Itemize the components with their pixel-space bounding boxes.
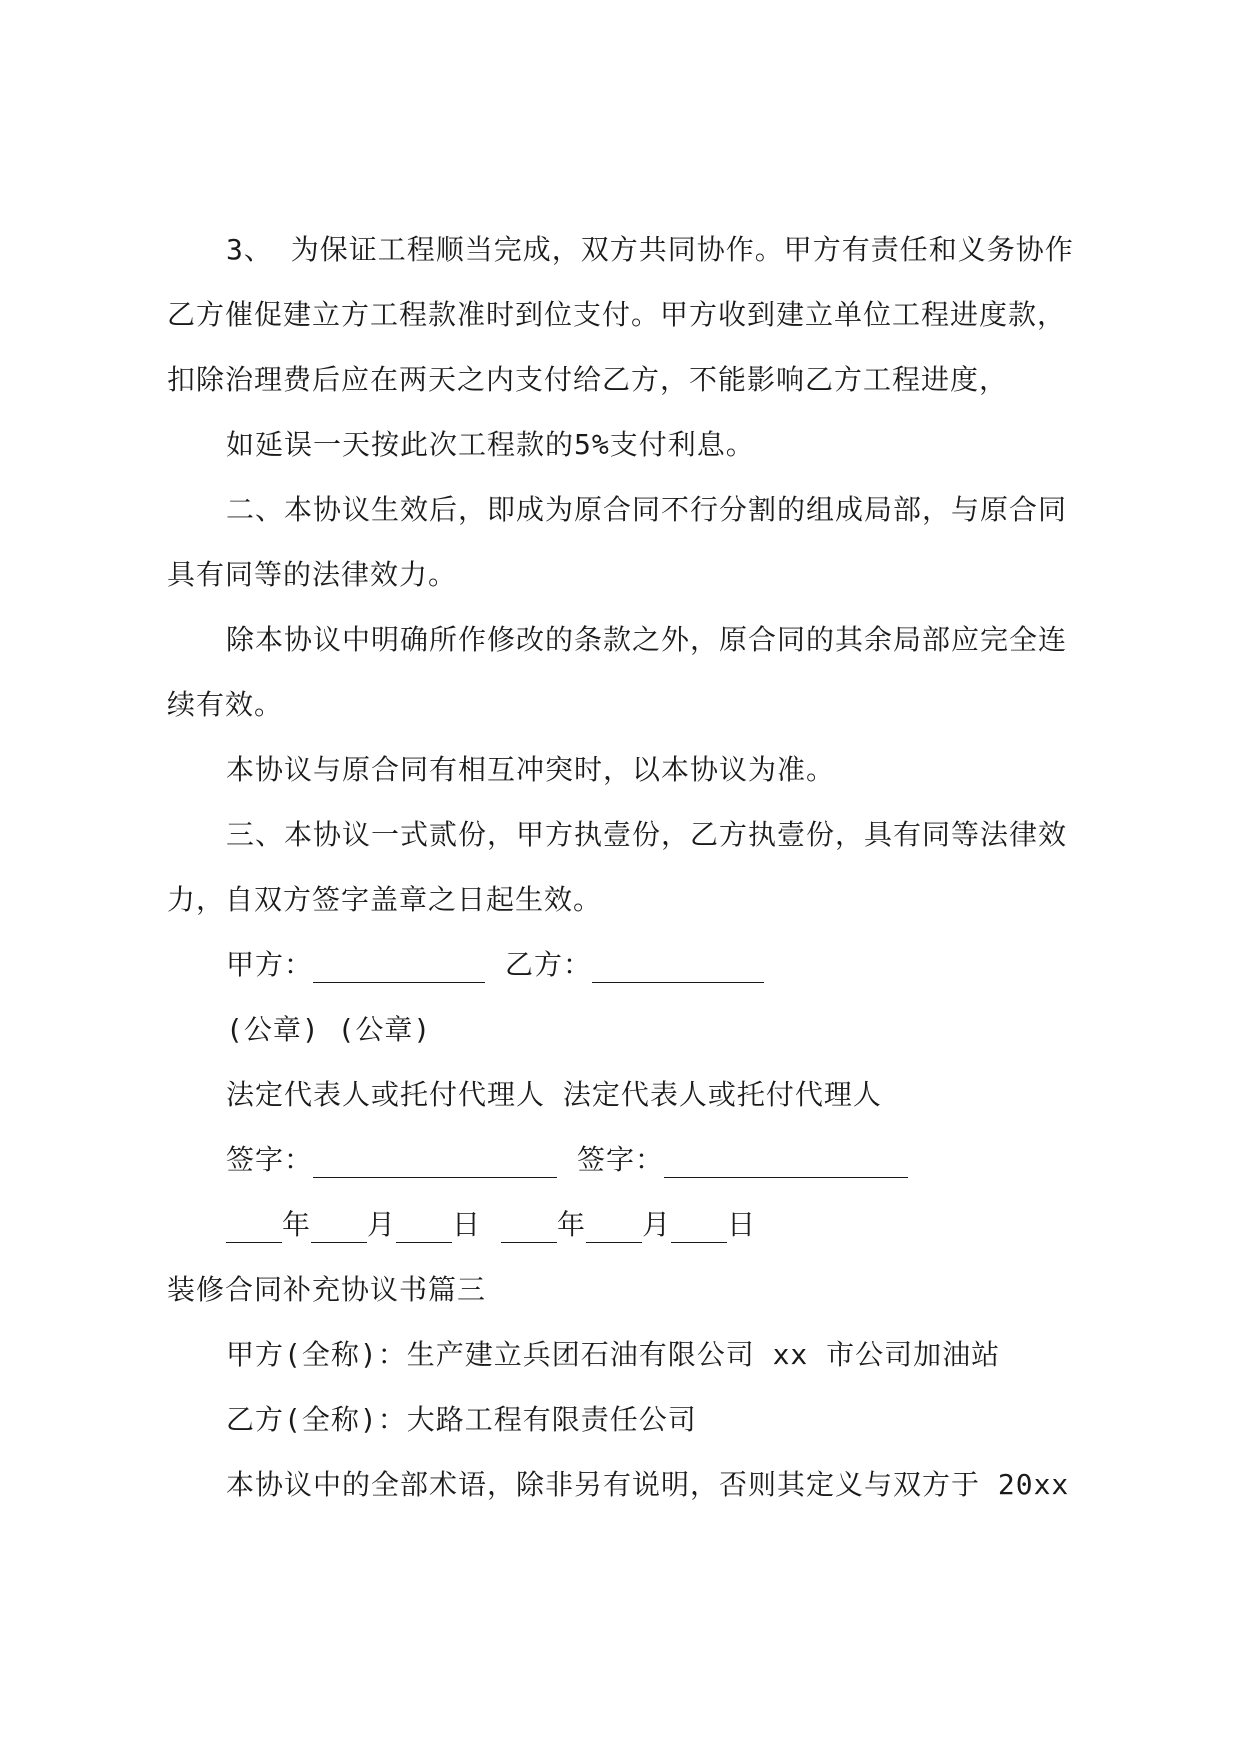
month-blank-b <box>586 1212 642 1243</box>
month-label: 月 <box>642 1208 672 1241</box>
sign-row <box>226 1142 908 1178</box>
sign-label-a: 签字： <box>226 1143 314 1176</box>
month-blank-a <box>311 1212 367 1243</box>
sign-label-b: 签字： <box>577 1143 665 1176</box>
party-a-blank <box>313 952 485 983</box>
date-row <box>226 1207 756 1243</box>
seal-line: (公章) (公章) <box>226 1013 432 1046</box>
paragraph-line: 乙方催促建立方工程款准时到位支付。甲方收到建立单位工程进度款， <box>167 298 1067 331</box>
party-b-fullname: 乙方(全称)：大路工程有限责任公司 <box>226 1403 697 1436</box>
paragraph-line: 力，自双方签字盖章之日起生效。 <box>167 883 603 916</box>
paragraph-line: 具有同等的法律效力。 <box>167 558 458 591</box>
paragraph-line: 3、 为保证工程顺当完成，双方共同协作。甲方有责任和义务协作 <box>226 233 1074 266</box>
year-blank-b <box>501 1212 557 1243</box>
year-label: 年 <box>557 1208 587 1241</box>
paragraph-line: 二、本协议生效后，即成为原合同不行分割的组成局部，与原合同 <box>226 493 1068 526</box>
sign-blank-a <box>313 1147 557 1178</box>
party-a-label: 甲方： <box>226 948 314 981</box>
day-label: 日 <box>452 1208 482 1241</box>
year-label: 年 <box>282 1208 312 1241</box>
representatives-line: 法定代表人或托付代理人 法定代表人或托付代理人 <box>226 1078 882 1111</box>
party-b-label: 乙方： <box>505 948 593 981</box>
section-heading: 装修合同补充协议书篇三 <box>167 1273 487 1306</box>
paragraph-line: 除本协议中明确所作修改的条款之外，原合同的其余局部应完全连 <box>226 623 1068 656</box>
paragraph-line: 如延误一天按此次工程款的5%支付利息。 <box>226 428 755 461</box>
party-signature-row <box>226 947 764 983</box>
month-label: 月 <box>367 1208 397 1241</box>
terms-line: 本协议中的全部术语，除非另有说明，否则其定义与双方于 20xx <box>226 1468 1070 1501</box>
day-label: 日 <box>727 1208 757 1241</box>
sign-blank-b <box>664 1147 908 1178</box>
party-a-fullname: 甲方(全称)：生产建立兵团石油有限公司 xx 市公司加油站 <box>226 1338 1001 1371</box>
paragraph-line: 三、本协议一式贰份，甲方执壹份，乙方执壹份，具有同等法律效 <box>226 818 1068 851</box>
day-blank-b <box>671 1212 727 1243</box>
paragraph-line: 扣除治理费后应在两天之内支付给乙方，不能影响乙方工程进度， <box>167 363 1009 396</box>
paragraph-line: 续有效。 <box>167 688 284 721</box>
paragraph-line: 本协议与原合同有相互冲突时，以本协议为准。 <box>226 753 836 786</box>
day-blank-a <box>396 1212 452 1243</box>
year-blank-a <box>226 1212 282 1243</box>
party-b-blank <box>592 952 764 983</box>
